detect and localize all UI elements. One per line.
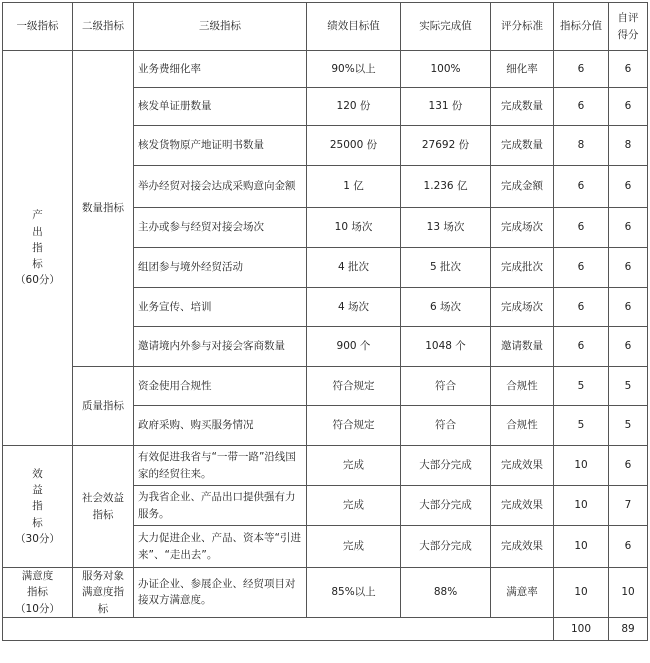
level2-quality: 质量指标 <box>73 367 134 446</box>
indicator-score: 10 <box>554 568 609 618</box>
self-score: 6 <box>609 446 648 486</box>
indicator-name: 业务费细化率 <box>134 51 307 88</box>
target-value: 85%以上 <box>307 568 401 618</box>
actual-value: 符合 <box>401 406 491 446</box>
table-row <box>3 367 648 406</box>
actual-value: 100% <box>401 51 491 88</box>
target-value: 1 亿 <box>307 166 401 208</box>
total-label <box>3 617 554 640</box>
scoring-standard: 满意率 <box>491 568 554 618</box>
indicator-score: 5 <box>554 367 609 406</box>
indicator-name: 核发单证册数量 <box>134 88 307 126</box>
scoring-standard: 完成数量 <box>491 88 554 126</box>
indicator-name: 主办或参与经贸对接会场次 <box>134 208 307 248</box>
level2-service: 服务对象 满意度指 标 <box>73 568 134 618</box>
total-self-score: 89 <box>609 617 648 640</box>
self-score: 7 <box>609 486 648 526</box>
target-value: 25000 份 <box>307 126 401 166</box>
table-row <box>3 446 648 486</box>
indicator-name: 邀请境内外参与对接会客商数量 <box>134 327 307 367</box>
scoring-standard: 邀请数量 <box>491 327 554 367</box>
indicator-name: 举办经贸对接会达成采购意向金额 <box>134 166 307 208</box>
actual-value: 88% <box>401 568 491 618</box>
header-cell: 指标分值 <box>554 3 609 51</box>
indicator-name: 有效促进我省与“一带一路”沿线国家的经贸往来。 <box>134 446 307 486</box>
header-cell: 绩效目标值 <box>307 3 401 51</box>
self-score: 6 <box>609 51 648 88</box>
actual-value: 27692 份 <box>401 126 491 166</box>
scoring-standard: 细化率 <box>491 51 554 88</box>
header-cell: 自评得分 <box>609 3 648 51</box>
self-score: 6 <box>609 208 648 248</box>
actual-value: 13 场次 <box>401 208 491 248</box>
target-value: 4 批次 <box>307 248 401 288</box>
indicator-score: 6 <box>554 51 609 88</box>
indicator-score: 6 <box>554 88 609 126</box>
actual-value: 大部分完成 <box>401 486 491 526</box>
scoring-standard: 合规性 <box>491 367 554 406</box>
indicator-name: 大力促进企业、产品、资本等“引进来”、“走出去”。 <box>134 526 307 568</box>
indicator-score: 6 <box>554 166 609 208</box>
indicator-name: 办证企业、参展企业、经贸项目对接双方满意度。 <box>134 568 307 618</box>
indicator-name: 为我省企业、产品出口提供强有力服务。 <box>134 486 307 526</box>
level2-quantity: 数量指标 <box>73 51 134 367</box>
indicator-name: 业务宣传、培训 <box>134 288 307 327</box>
total-row <box>3 617 648 640</box>
actual-value: 1.236 亿 <box>401 166 491 208</box>
scoring-standard: 完成场次 <box>491 288 554 327</box>
target-value: 10 场次 <box>307 208 401 248</box>
indicator-score: 10 <box>554 486 609 526</box>
actual-value: 131 份 <box>401 88 491 126</box>
actual-value: 1048 个 <box>401 327 491 367</box>
level2-social: 社会效益 指标 <box>73 446 134 568</box>
target-value: 完成 <box>307 526 401 568</box>
header-row <box>3 3 648 51</box>
target-value: 完成 <box>307 446 401 486</box>
self-score: 6 <box>609 88 648 126</box>
scoring-standard: 完成场次 <box>491 208 554 248</box>
indicator-name: 资金使用合规性 <box>134 367 307 406</box>
indicator-score: 6 <box>554 327 609 367</box>
indicator-score: 10 <box>554 446 609 486</box>
indicator-score: 8 <box>554 126 609 166</box>
total-score: 100 <box>554 617 609 640</box>
scoring-standard: 合规性 <box>491 406 554 446</box>
scoring-standard: 完成效果 <box>491 526 554 568</box>
self-score: 5 <box>609 367 648 406</box>
self-score: 6 <box>609 526 648 568</box>
table-row <box>3 51 648 88</box>
actual-value: 符合 <box>401 367 491 406</box>
indicator-name: 政府采购、购买服务情况 <box>134 406 307 446</box>
indicator-score: 6 <box>554 288 609 327</box>
target-value: 完成 <box>307 486 401 526</box>
indicator-score: 6 <box>554 208 609 248</box>
indicator-score: 10 <box>554 526 609 568</box>
level1-output: 产 出 指 标 （60分） <box>3 51 73 446</box>
target-value: 符合规定 <box>307 406 401 446</box>
target-value: 900 个 <box>307 327 401 367</box>
header-cell: 实际完成值 <box>401 3 491 51</box>
self-score: 6 <box>609 248 648 288</box>
self-score: 6 <box>609 327 648 367</box>
self-score: 8 <box>609 126 648 166</box>
header-cell: 三级指标 <box>134 3 307 51</box>
indicator-score: 6 <box>554 248 609 288</box>
target-value: 4 场次 <box>307 288 401 327</box>
self-score: 6 <box>609 166 648 208</box>
scoring-standard: 完成效果 <box>491 446 554 486</box>
indicator-name: 组团参与境外经贸活动 <box>134 248 307 288</box>
indicator-score: 5 <box>554 406 609 446</box>
actual-value: 大部分完成 <box>401 526 491 568</box>
indicator-name: 核发货物原产地证明书数量 <box>134 126 307 166</box>
actual-value: 5 批次 <box>401 248 491 288</box>
actual-value: 大部分完成 <box>401 446 491 486</box>
target-value: 符合规定 <box>307 367 401 406</box>
level1-satisfaction: 满意度 指标 （10分） <box>3 568 73 618</box>
target-value: 90%以上 <box>307 51 401 88</box>
header-cell: 一级指标 <box>3 3 73 51</box>
header-cell: 二级指标 <box>73 3 134 51</box>
table-row <box>3 568 648 618</box>
scoring-standard: 完成数量 <box>491 126 554 166</box>
table-body <box>3 3 648 641</box>
self-score: 10 <box>609 568 648 618</box>
scoring-standard: 完成批次 <box>491 248 554 288</box>
actual-value: 6 场次 <box>401 288 491 327</box>
self-score: 5 <box>609 406 648 446</box>
scoring-standard: 完成金额 <box>491 166 554 208</box>
performance-table <box>2 2 648 641</box>
self-score: 6 <box>609 288 648 327</box>
scoring-standard: 完成效果 <box>491 486 554 526</box>
header-cell: 评分标准 <box>491 3 554 51</box>
target-value: 120 份 <box>307 88 401 126</box>
level1-benefit: 效 益 指 标 （30分） <box>3 446 73 568</box>
